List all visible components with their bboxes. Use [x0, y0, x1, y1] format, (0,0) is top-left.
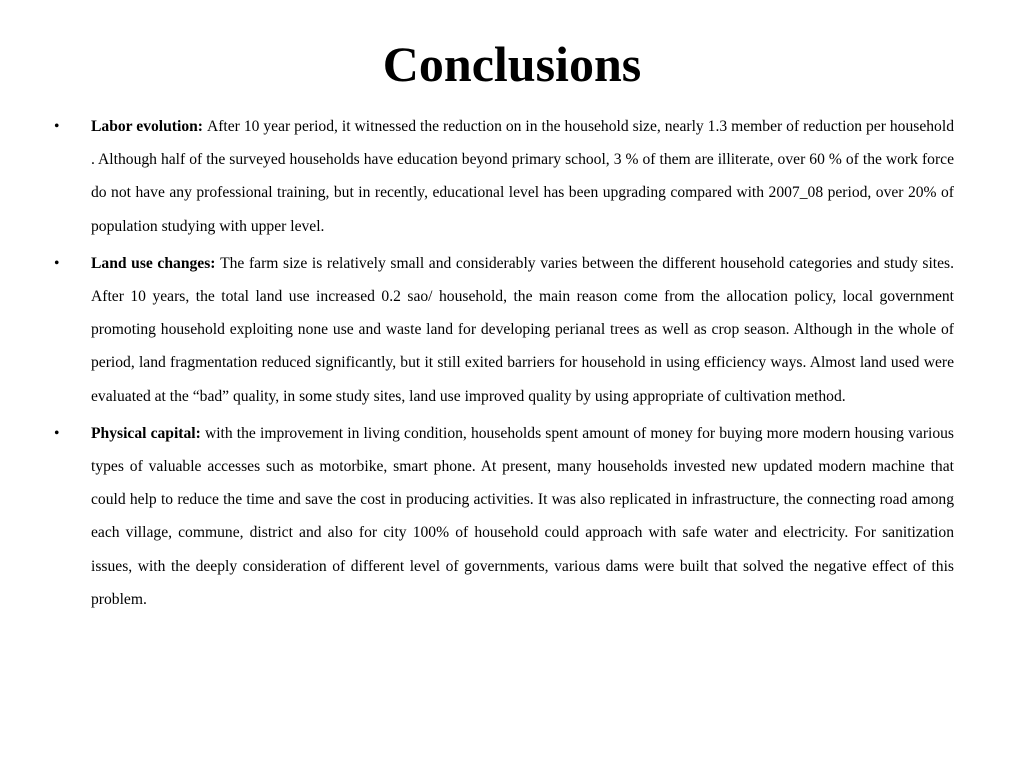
bullet-text: After 10 year period, it witnessed the reduction on in the household size, nearly 1.3 member of reduction per household . Although half of the surveyed households have education beyond primary school, 3 % of them are illiterate, over 60 % of the work force do not have any professional training, but in recently, educational level has been upgrading compared with 2007_08 period, over 20% of population studying with upper level. [91, 118, 954, 235]
bullet-labor-evolution [54, 110, 954, 243]
bullet-dot-icon: • [54, 424, 60, 442]
bullet-heading: Physical capital: [91, 424, 205, 442]
bullet-list [54, 110, 954, 620]
bullet-text: with the improvement in living condition, households spent amount of money for buying more modern housing various types of valuable accesses such as motorbike, smart phone. At present, many households invested new updated modern machine that could help to reduce the time and save the cost in producing activities. It was also replicated in infrastructure, the connecting road among each village, commune, district and also for city 100% of household could approach with safe water and electricity. For sanitization issues, with the deeply consideration of different level of governments, various dams were built that solved the negative effect of this problem. [91, 424, 955, 608]
bullet-text: The farm size is relatively small and considerably varies between the different household categories and study sites. After 10 years, the total land use increased 0.2 sao/ household, the main reason come from the allocation policy, local government promoting household exploiting none use and waste land for developing perianal trees as well as crop season. Although in the whole of period, land fragmentation reduced significantly, but it still exited barriers for household in using efficiency ways. Almost land used were evaluated at the “bad” quality, in some study sites, land use improved quality by using appropriate of cultivation method. [91, 254, 955, 405]
bullet-heading: Land use changes: [91, 254, 221, 272]
bullet-dot-icon: • [54, 118, 60, 135]
slide-title: Conclusions [382, 36, 642, 92]
bullet-physical-capital [54, 417, 954, 616]
bullet-land-use-changes [54, 247, 954, 413]
bullet-dot-icon: • [54, 254, 60, 272]
bullet-heading: Labor evolution: [91, 118, 207, 135]
